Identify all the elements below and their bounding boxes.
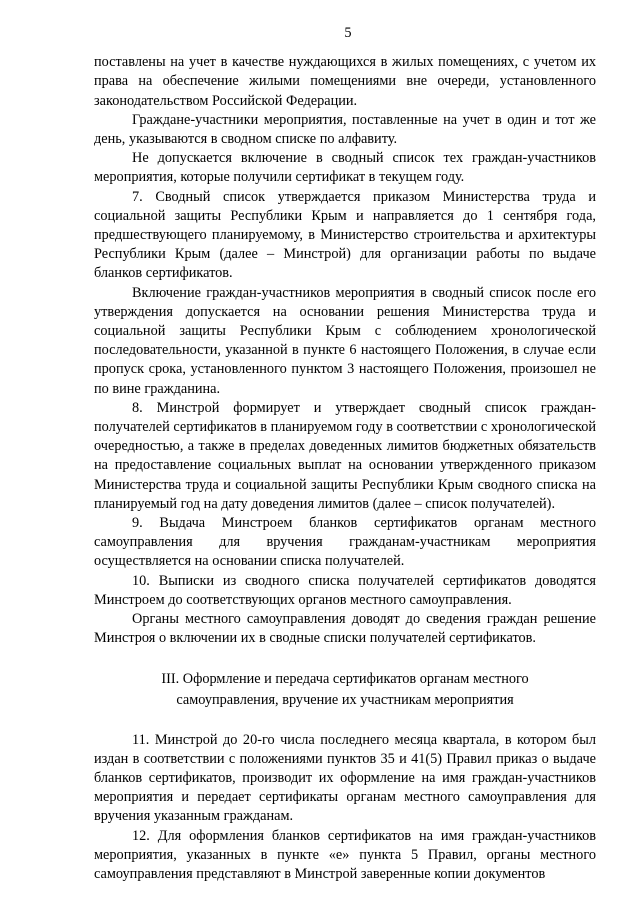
body-text-top xyxy=(94,53,596,648)
paragraph: 10. Выписки из сводного списка получателей сертификатов доводятся Минстроем до соответствующих органов местного самоуправления. xyxy=(94,572,596,608)
paragraph: поставлены на учет в качестве нуждающихся в жилых помещениях, с учетом их права на обеспечение жилыми помещениями вне очереди, установленного законодательством Российской Федерации. xyxy=(94,54,596,109)
paragraph: Включение граждан-участников мероприятия в сводный список после его утверждения допускается на основании решения Министерства труда и социальной защиты Республики Крым с соблюдением хронологической последовательности, указанной в пункте 6 настоящего Положения, в случае если пропуск срока, установленного пунктом 3 настоящего Положения, произошел не по вине гражданина. xyxy=(94,284,596,397)
paragraph: Органы местного самоуправления доводят до сведения граждан решение Минстроя о включении их в сводные списки получателей сертификатов. xyxy=(94,611,596,647)
paragraph: Граждане-участники мероприятия, поставленные на учет в один и тот же день, указываются в сводном списке по алфавиту. xyxy=(94,111,596,148)
section-heading-line: самоуправления, вручение их участникам мероприятия xyxy=(176,691,514,708)
paragraph: 8. Минстрой формирует и утверждает сводный список граждан-получателей сертификатов в планируемом году в соответствии с хронологической очередностью, а также в пределах доведенных лимитов бюджетных обязательств на предоставление социальных выплат на основании утвержденного приказом Министерства труда и социальной защиты Республики Крым сводного списка на планируемый год на дату доведения лимитов (далее – список получателей). xyxy=(94,399,596,512)
paragraph: 11. Минстрой до 20-го числа последнего месяца квартала, в котором был издан в соответствии с положениями пунктов 35 и 41(5) Правил приказ о выдаче бланков сертификатов, производит их оформление на имя граждан-участников мероприятия и передает сертификаты органам местного самоуправления для вручения указанным гражданам. xyxy=(94,731,596,825)
paragraph: Не допускается включение в сводный список тех граждан-участников мероприятия, которые получили сертификат в текущем году. xyxy=(94,150,596,186)
paragraph: 12. Для оформления бланков сертификатов на имя граждан-участников мероприятия, указанных в пункте «е» пункта 5 Правил, органы местного самоуправления представляют в Минстрой заверенные копии документов xyxy=(94,827,596,882)
body-text-bottom xyxy=(94,731,596,885)
section-heading-line: III. Оформление и передача сертификатов органам местного xyxy=(161,670,529,687)
section-heading xyxy=(94,669,596,711)
paragraph: 9. Выдача Минстроем бланков сертификатов органам местного самоуправления для вручения гражданам-участникам мероприятия осуществляется на основании списка получателей. xyxy=(94,515,596,570)
paragraph: 7. Сводный список утверждается приказом Министерства труда и социальной защиты Республики Крым и направляется до 1 сентября года, предшествующего планируемому, в Министерство строительства и архитектуры Республики Крым (далее – Минстрой) для организации работы по выдаче бланков сертификатов. xyxy=(94,188,596,282)
page-number: 5 xyxy=(344,25,352,41)
